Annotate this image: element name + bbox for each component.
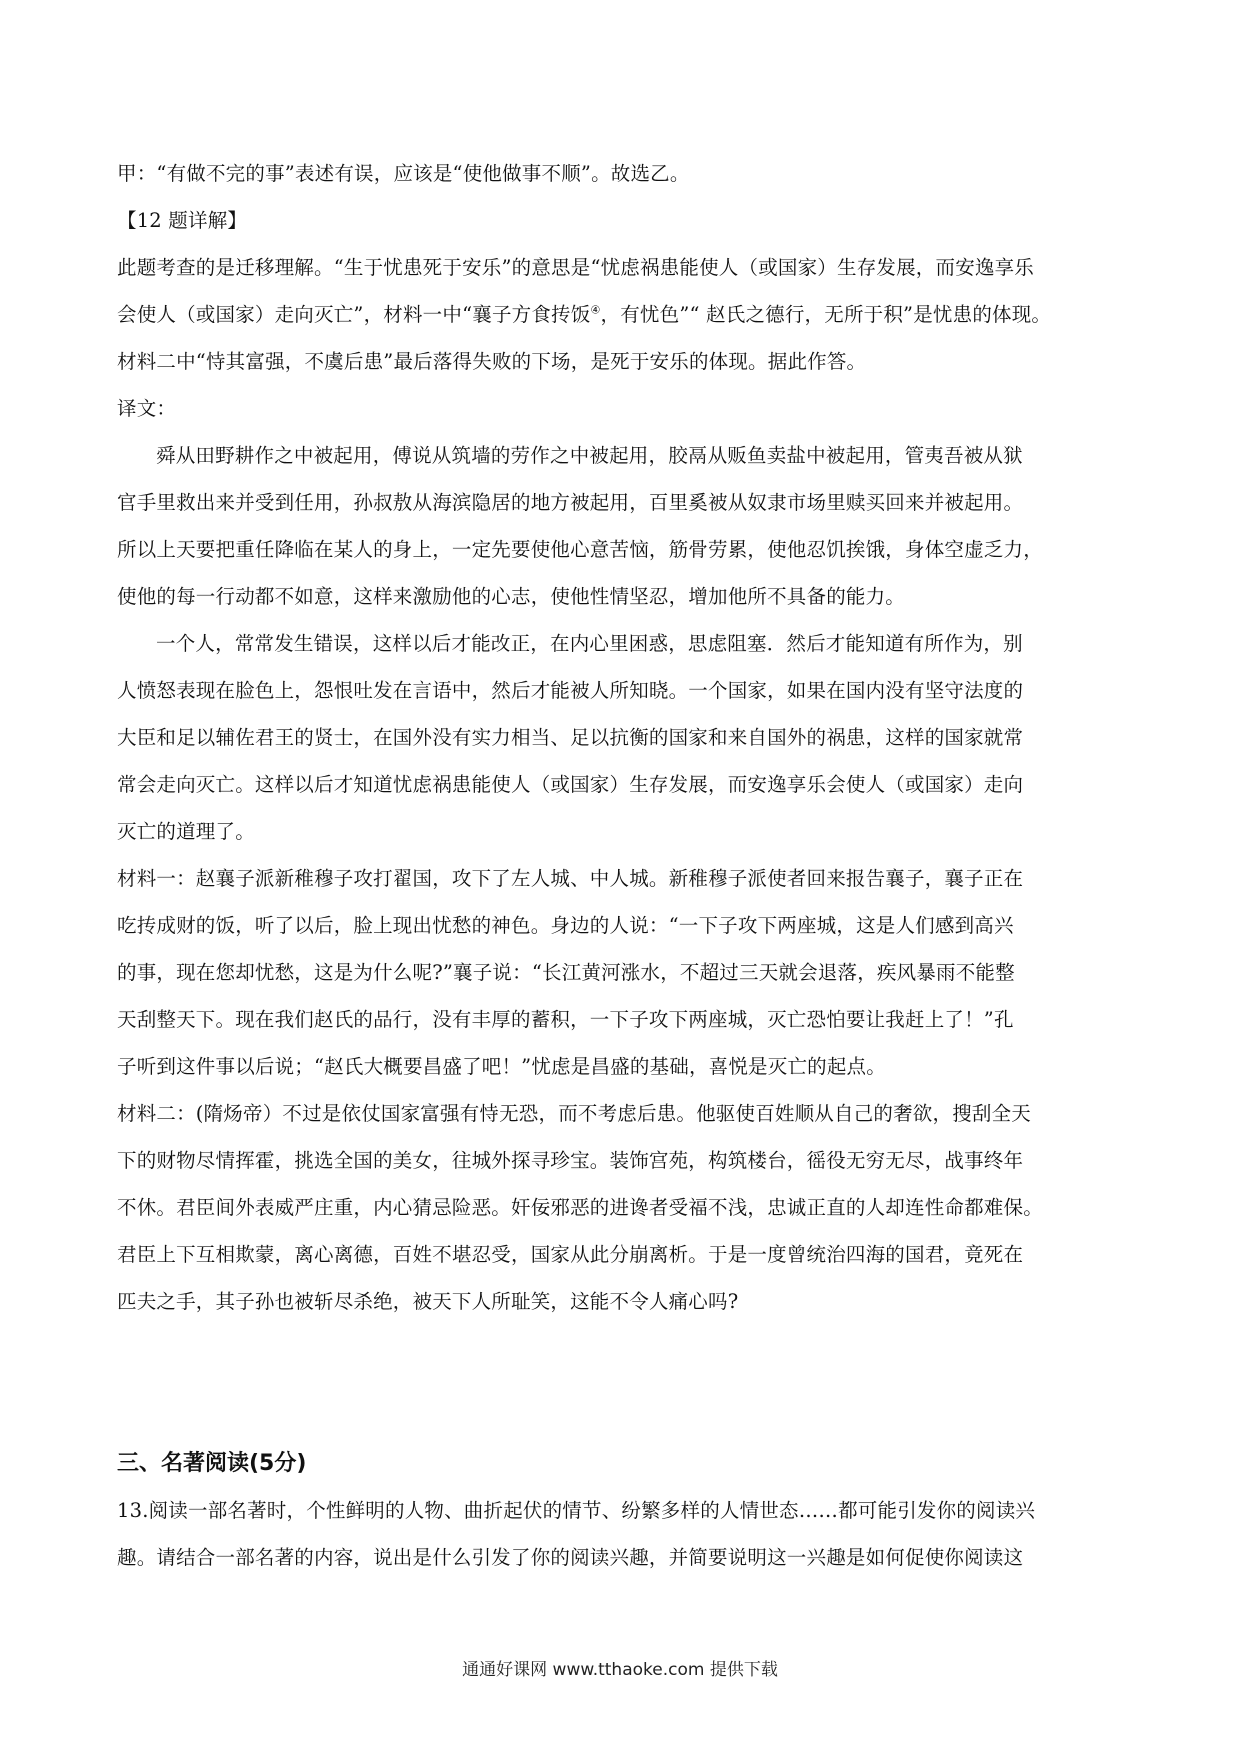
material-1-line: 材料一：赵襄子派新稚穆子攻打翟国，攻下了左人城、中人城。新稚穆子派使者回来报告襄子，襄子正在 bbox=[117, 867, 1024, 890]
translation-line: 灭亡的道理了。 bbox=[117, 820, 255, 843]
material-2-line: 材料二：(隋炀帝）不过是依仗国家富强有恃无恐，而不考虑后患。他驱使百姓顺从自己的奢欲，搜刮全天 bbox=[117, 1102, 1032, 1125]
translation-line: 一个人，常常发生错误，这样以后才能改正，在内心里困惑，思虑阻塞．然后才能知道有所作为，别 bbox=[156, 632, 1023, 655]
question-13 bbox=[117, 1493, 1129, 1587]
translation-line: 舜从田野耕作之中被起用，傅说从筑墙的劳作之中被起用，胶鬲从贩鱼卖盐中被起用，管夷吾被从狱 bbox=[156, 444, 1023, 467]
answer-line: 甲：“有做不完的事”表述有误，应该是“使他做事不顺”。故选乙。 bbox=[117, 162, 690, 185]
material-2-line: 君臣上下互相欺蒙，离心离德，百姓不堪忍受，国家从此分崩离析。于是一度曾统治四海的国君，竟死在 bbox=[117, 1243, 1024, 1266]
page-footer: 通通好课网 www.tthaoke.com 提供下载 bbox=[462, 1660, 778, 1680]
translation-line: 大臣和足以辅佐君王的贤士，在国外没有实力相当、足以抗衡的国家和来自国外的祸患，这样的国家就常 bbox=[117, 726, 1024, 749]
question-line: 趣。请结合一部名著的内容，说出是什么引发了你的阅读兴趣，并简要说明这一兴趣是如何促使你阅读这 bbox=[117, 1546, 1024, 1569]
material-2-line: 匹夫之手，其子孙也被斩尽杀绝，被天下人所耻笑，这能不令人痛心吗? bbox=[117, 1290, 739, 1313]
translation-line: 官手里救出来并受到任用，孙叔敖从海滨隐居的地方被起用，百里奚被从奴隶市场里赎买回来并被起用。 bbox=[117, 491, 1024, 514]
section-title: 三、名著阅读(5分) bbox=[117, 1451, 307, 1476]
footnote-marker: ④ bbox=[590, 303, 601, 317]
translation-line: 使他的每一行动都不如意，这样来激励他的心志，使他性情坚忍，增加他所不具备的能力。 bbox=[117, 585, 906, 608]
material-2-line: 不休。君臣间外表威严庄重，内心猜忌险恶。奸佞邪恶的进谗者受福不浅，忠诚正直的人却连性命都难保。 bbox=[117, 1196, 1043, 1219]
translation-label: 译文： bbox=[117, 397, 177, 420]
answer-content bbox=[117, 156, 1129, 1331]
question-12-heading: 【12 题详解】 bbox=[117, 209, 248, 232]
translation-line: 常会走向灭亡。这样以后才知道忧虑祸患能使人（或国家）生存发展，而安逸享乐会使人（或国家）走向 bbox=[117, 773, 1024, 796]
question-line: 13.阅读一部名著时，个性鲜明的人物、曲折起伏的情节、纷繁多样的人情世态……都可能引发你的阅读兴 bbox=[117, 1499, 1036, 1522]
material-1-line: 天刮整天下。现在我们赵氏的品行，没有丰厚的蓄积，一下子攻下两座城，灭亡恐怕要让我赶上了！”孔 bbox=[117, 1008, 1014, 1031]
translation-line: 人愤怒表现在脸色上，怨恨吐发在言语中，然后才能被人所知晓。一个国家，如果在国内没有坚守法度的 bbox=[117, 679, 1024, 702]
answer-line: 此题考查的是迁移理解。“生于忧患死于安乐”的意思是“忧虑祸患能使人（或国家）生存发展，而安逸享乐 bbox=[117, 256, 1035, 279]
answer-line: 会使人（或国家）走向灭亡”，材料一中“襄子方食抟饭④，有忧色”“ 赵氏之德行，无所于积”是忧患的体现。 bbox=[117, 303, 1052, 326]
material-1-line: 吃抟成财的饭，听了以后，脸上现出忧愁的神色。身边的人说：“一下子攻下两座城，这是人们感到高兴 bbox=[117, 914, 1014, 937]
answer-line: 材料二中“恃其富强，不虞后患”最后落得失败的下场，是死于安乐的体现。据此作答。 bbox=[117, 350, 867, 373]
material-2-line: 下的财物尽情挥霍，挑选全国的美女，往城外探寻珍宝。装饰宫苑，构筑楼台，徭役无穷无尽，战事终年 bbox=[117, 1149, 1024, 1172]
material-1-line: 子听到这件事以后说；“赵氏大概要昌盛了吧！”忧虑是昌盛的基础，喜悦是灭亡的起点。 bbox=[117, 1055, 886, 1078]
material-1-line: 的事，现在您却忧愁，这是为什么呢?”襄子说：“长江黄河涨水，不超过三天就会退落，疾风暴雨不能整 bbox=[117, 961, 1015, 984]
translation-line: 所以上天要把重任降临在某人的身上，一定先要使他心意苦恼，筋骨劳累，使他忍饥挨饿，身体空虚乏力， bbox=[117, 538, 1043, 561]
